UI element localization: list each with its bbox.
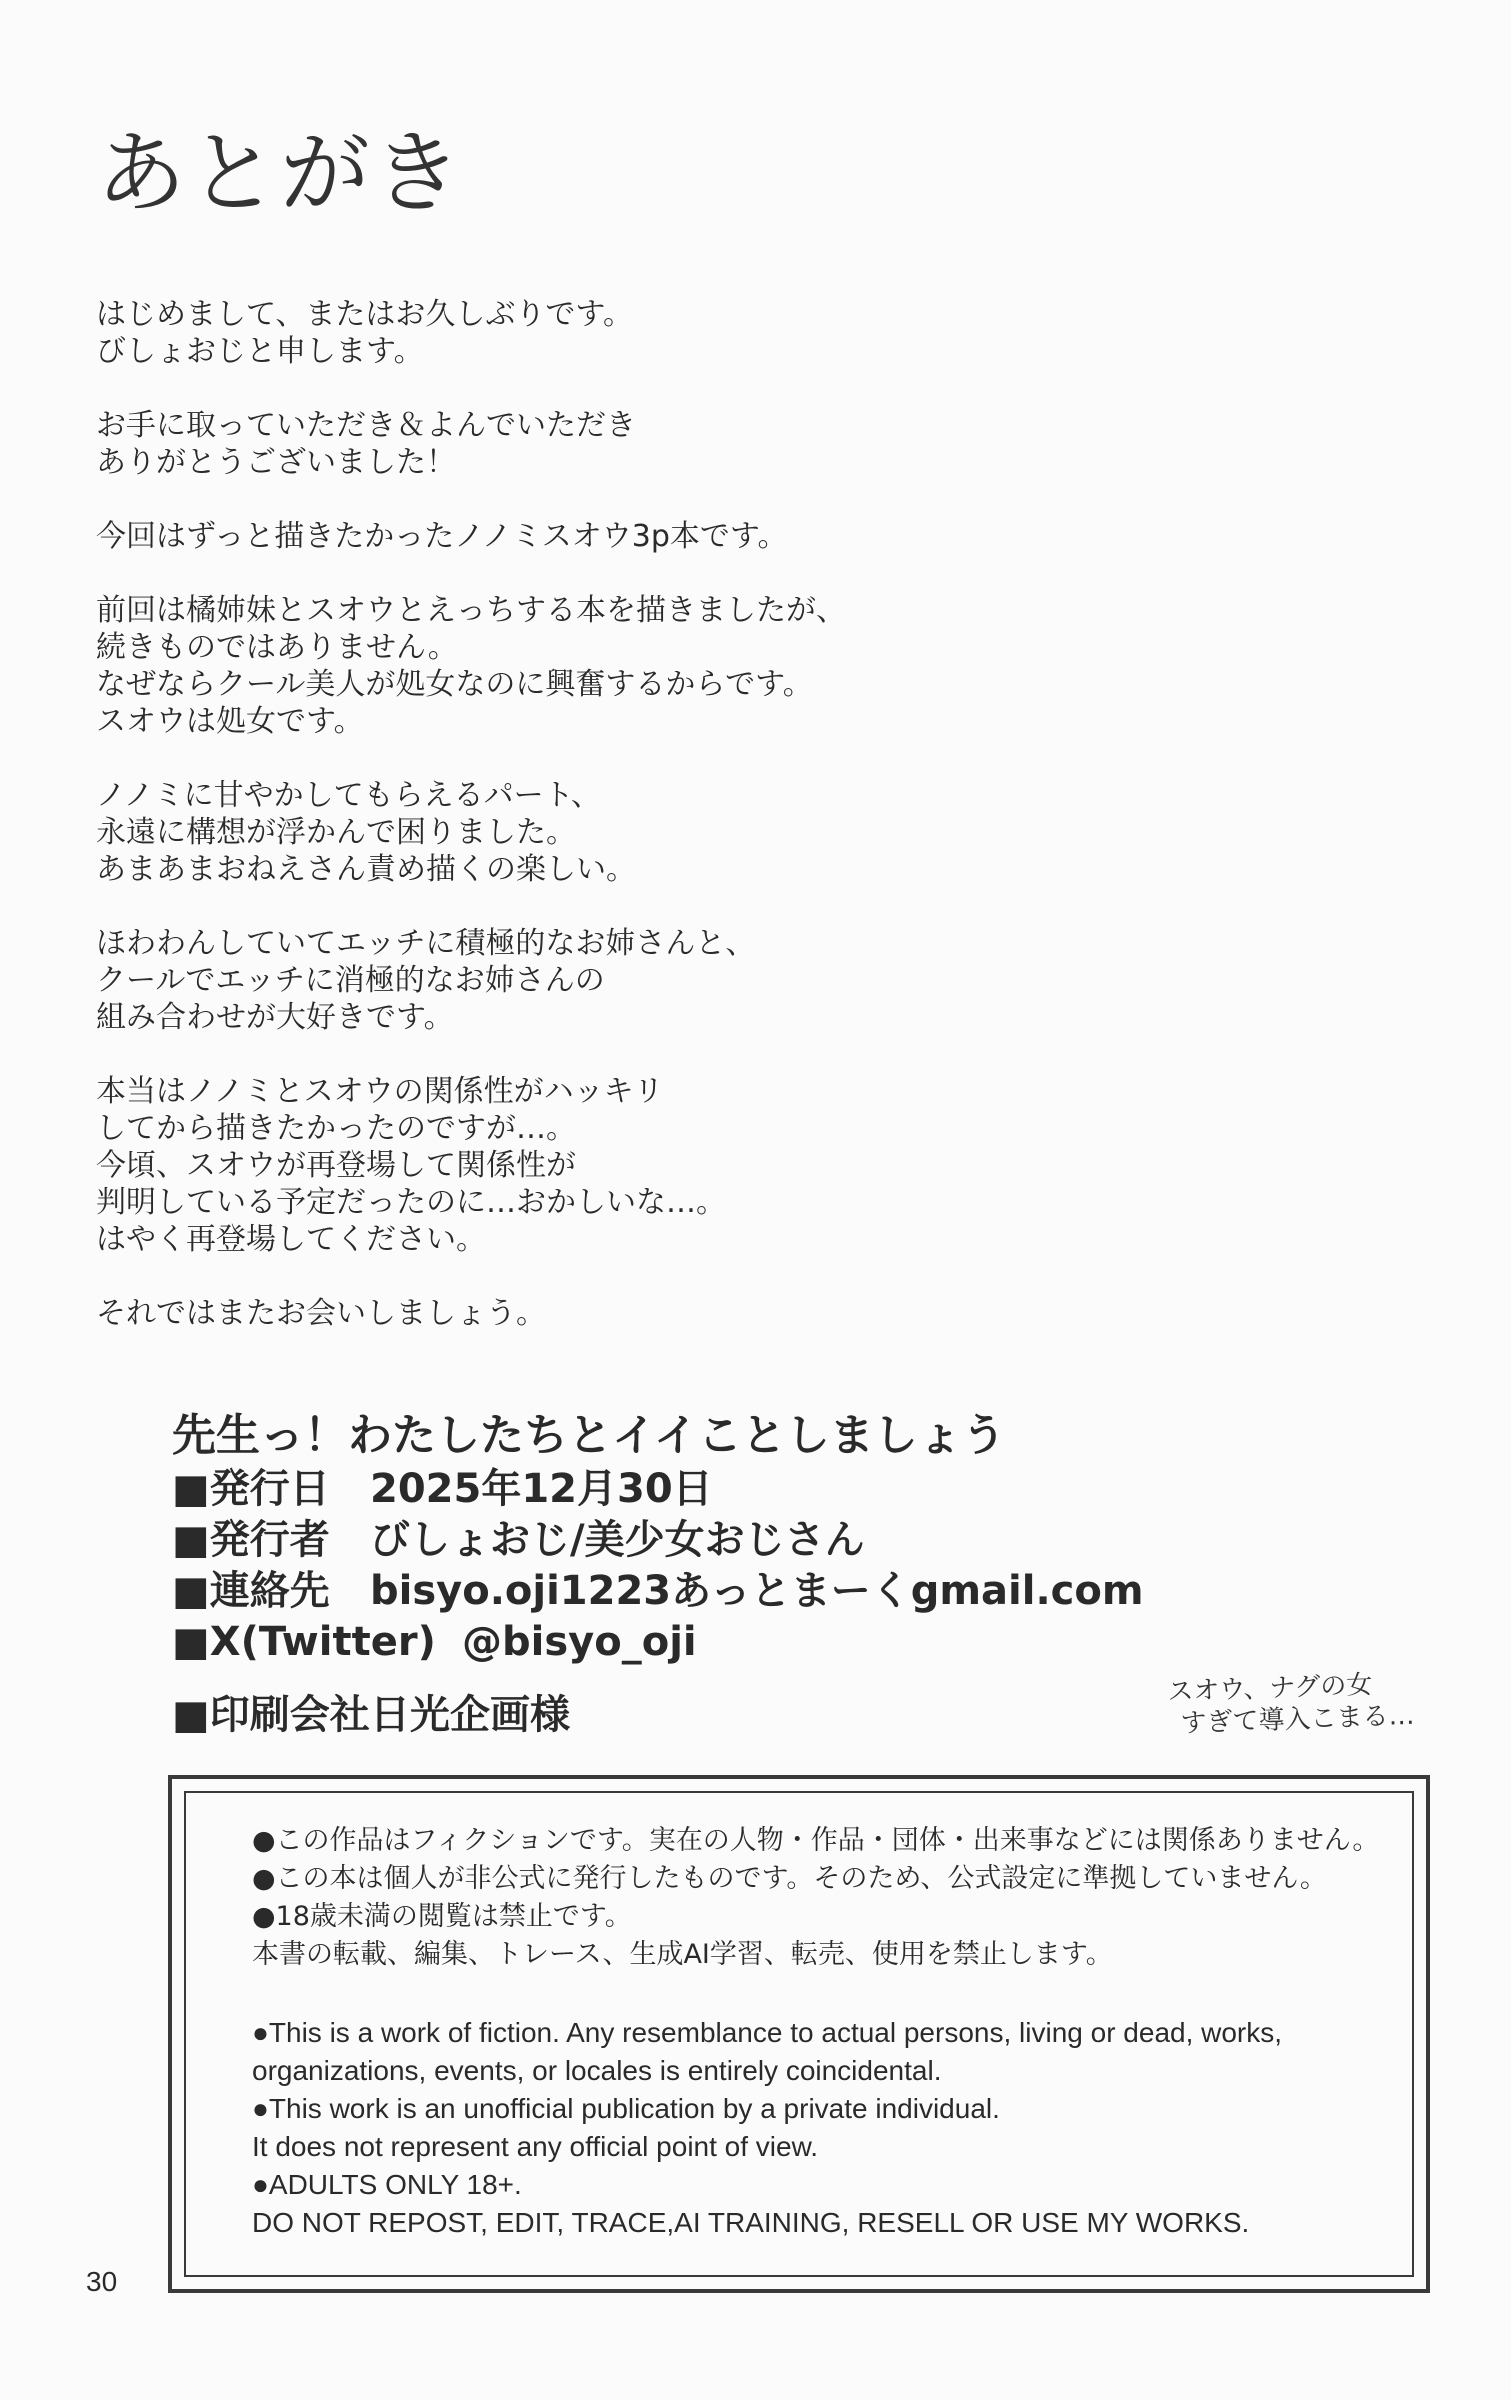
handwritten-note xyxy=(1167,1668,1415,1741)
note-line: スオウ、ナグの女 xyxy=(1166,1670,1373,1708)
text-line: はじめまして、またはお久しぶりです。 xyxy=(96,297,633,332)
printer-label: ■印刷会社 xyxy=(172,1692,370,1738)
notice-line: ●18歳未満の閲覧は禁止です。 xyxy=(252,1901,632,1932)
text-line: スオウは処女です。 xyxy=(96,704,364,739)
text-line: クールでエッチに消極的なお姉さんの xyxy=(96,963,605,998)
notice-line: ●この作品はフィクションです。実在の人物・作品・団体・出来事などには関係ありません。 xyxy=(252,1825,1380,1856)
notice-line: It does not represent any official point of view. xyxy=(252,2131,819,2162)
afterword-paragraph xyxy=(96,296,1296,370)
text-line: はやく再登場してください。 xyxy=(96,1222,486,1257)
notice-line: DO NOT REPOST, EDIT, TRACE,AI TRAINING, RESELL OR USE MY WORKS. xyxy=(252,2207,1250,2238)
afterword-body xyxy=(96,296,1296,1369)
text-line: お手に取っていただき＆よんでいただき xyxy=(96,408,636,443)
publisher-label: ■発行者 xyxy=(172,1517,330,1563)
text-line: あまあまおねえさん責め描くの楽しい。 xyxy=(96,852,636,887)
note-line: すぎて導入こまる… xyxy=(1180,1700,1416,1739)
text-line: 判明している予定だったのに…おかしいな…。 xyxy=(96,1185,726,1220)
notice-spacer xyxy=(252,1974,1402,2014)
text-line: 永遠に構想が浮かんで困りました。 xyxy=(96,815,576,850)
page-title: あとがき xyxy=(96,121,464,226)
afterword-paragraph xyxy=(96,777,1296,888)
notice-line: organizations, events, or locales is entirely coincidental. xyxy=(252,2055,942,2086)
afterword-paragraph xyxy=(96,592,1296,740)
notice-line: ●この本は個人が非公式に発行したものです。そのため、公式設定に準拠していません。 xyxy=(252,1863,1327,1894)
text-line: 今頃、スオウが再登場して関係性が xyxy=(96,1148,576,1183)
text-line: それではまたお会いしましょう。 xyxy=(96,1296,546,1331)
release-label: ■発行日 xyxy=(172,1466,330,1512)
afterword-paragraph xyxy=(96,1295,1296,1332)
colophon-row-release xyxy=(172,1464,1144,1515)
printer-value: 日光企画様 xyxy=(370,1692,570,1738)
text-line: びしょおじと申します。 xyxy=(96,334,424,369)
text-line: ありがとうございました！ xyxy=(96,445,456,480)
sns-label: ■X(Twitter) xyxy=(172,1619,436,1665)
text-line: してから描きたかったのですが…。 xyxy=(96,1111,576,1146)
colophon-row-publisher xyxy=(172,1515,1144,1566)
contact-value: bisyo.oji1223あっとまーくgmail.com xyxy=(370,1568,1144,1614)
book-title: 先生っ！わたしたちとイイことしましょう xyxy=(172,1410,1006,1461)
afterword-paragraph xyxy=(96,407,1296,481)
text-line: 組み合わせが大好きです。 xyxy=(96,1000,454,1035)
colophon xyxy=(172,1408,1144,1741)
sns-value: @bisyo_oji xyxy=(462,1619,697,1665)
text-line: 本当はノノミとスオウの関係性がハッキリ xyxy=(96,1074,664,1109)
contact-label: ■連絡先 xyxy=(172,1568,330,1614)
colophon-row-sns xyxy=(172,1617,1144,1668)
text-line: ほわわんしていてエッチに積極的なお姉さんと、 xyxy=(96,926,756,961)
text-line: ノノミに甘やかしてもらえるパート、 xyxy=(96,778,601,813)
notice-line: ●This is a work of fiction. Any resemblance to actual persons, living or dead, works, xyxy=(252,2017,1283,2048)
afterword-paragraph xyxy=(96,1073,1296,1258)
release-value: 2025年12月30日 xyxy=(370,1466,713,1512)
colophon-row-contact xyxy=(172,1566,1144,1617)
text-line: 今回はずっと描きたかったノノミスオウ3p本です。 xyxy=(96,519,788,554)
notice-text xyxy=(252,1822,1402,2242)
text-line: 続きものではありません。 xyxy=(96,630,458,665)
text-line: 前回は橘姉妹とスオウとえっちする本を描きましたが、 xyxy=(96,593,846,628)
text-line: なぜならクール美人が処女なのに興奮するからです。 xyxy=(96,667,813,702)
page-number: 30 xyxy=(86,2266,118,2297)
afterword-paragraph xyxy=(96,518,1296,555)
publisher-value: びしょおじ/美少女おじさん xyxy=(370,1517,865,1563)
notice-line: ●ADULTS ONLY 18+. xyxy=(252,2169,522,2200)
afterword-paragraph xyxy=(96,925,1296,1036)
colophon-row-printer xyxy=(172,1690,1144,1741)
notice-line: ●This work is an unofficial publication by a private individual. xyxy=(252,2093,1000,2124)
notice-line: 本書の転載、編集、トレース、生成AI学習、転売、使用を禁止します。 xyxy=(252,1939,1113,1970)
